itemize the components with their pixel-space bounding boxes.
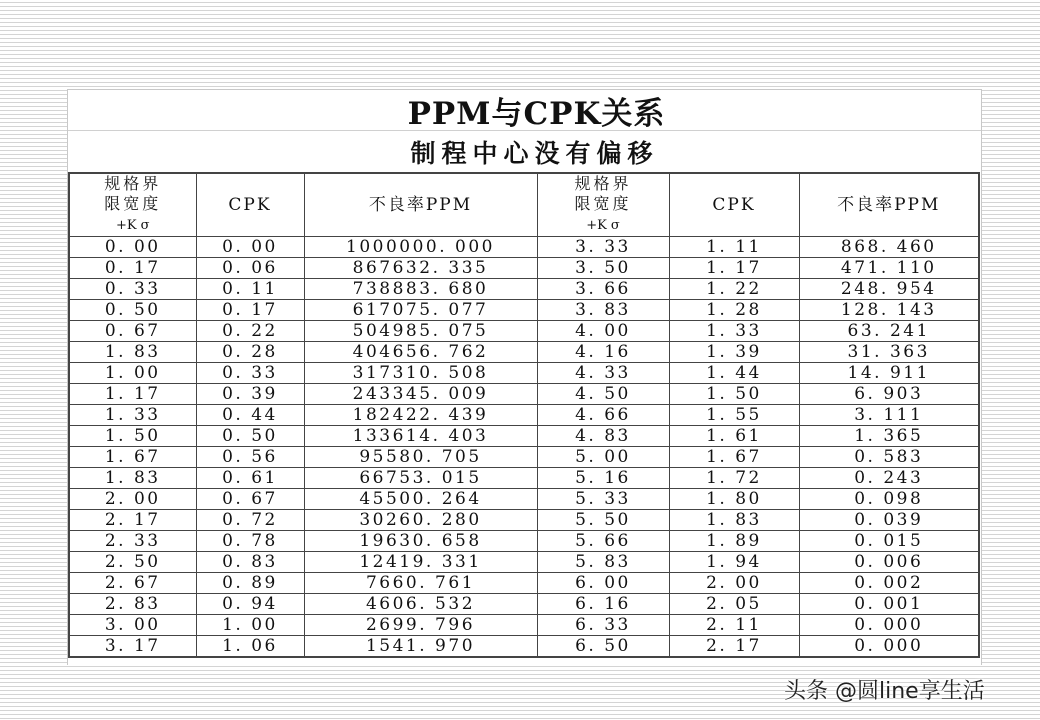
cell-k-right: 4. 50 (537, 384, 669, 405)
cell-ppm-right: 0. 243 (799, 468, 979, 489)
cell-cpk-left: 0. 67 (196, 489, 304, 510)
header-line: +K σ (586, 218, 620, 233)
cell-k-right: 3. 33 (537, 237, 669, 258)
cell-k-right: 4. 33 (537, 363, 669, 384)
cell-cpk-left: 1. 06 (196, 636, 304, 658)
cell-k-right: 6. 16 (537, 594, 669, 615)
cell-ppm-left: 66753. 015 (304, 468, 537, 489)
cell-k-left: 1. 50 (69, 426, 196, 447)
cell-cpk-left: 0. 28 (196, 342, 304, 363)
cell-ppm-right: 6. 903 (799, 384, 979, 405)
cell-k-right: 6. 33 (537, 615, 669, 636)
cell-cpk-right: 2. 17 (669, 636, 799, 658)
ppm-cpk-sheet (67, 89, 982, 665)
cell-cpk-right: 1. 50 (669, 384, 799, 405)
page-subtitle: 制程中心没有偏移 (410, 139, 659, 168)
cell-k-left: 1. 17 (69, 384, 196, 405)
cell-k-left: 0. 00 (69, 237, 196, 258)
table-header-row (69, 173, 979, 237)
cell-ppm-right: 0. 000 (799, 636, 979, 658)
table-row (69, 531, 979, 552)
cell-ppm-left: 2699. 796 (304, 615, 537, 636)
cell-ppm-right: 0. 039 (799, 510, 979, 531)
page-title: PPM与CPK关系 (68, 90, 981, 131)
cell-k-left: 3. 17 (69, 636, 196, 658)
cell-k-left: 2. 67 (69, 573, 196, 594)
cell-k-left: 3. 00 (69, 615, 196, 636)
cell-cpk-left: 0. 06 (196, 258, 304, 279)
cell-ppm-left: 738883. 680 (304, 279, 537, 300)
cell-cpk-right: 1. 11 (669, 237, 799, 258)
cell-ppm-left: 4606. 532 (304, 594, 537, 615)
cell-cpk-left: 0. 61 (196, 468, 304, 489)
cell-cpk-left: 0. 78 (196, 531, 304, 552)
table-body (69, 237, 979, 658)
cell-cpk-right: 1. 72 (669, 468, 799, 489)
cell-k-left: 1. 83 (69, 342, 196, 363)
cell-k-left: 2. 83 (69, 594, 196, 615)
cell-ppm-right: 128. 143 (799, 300, 979, 321)
cell-k-left: 1. 00 (69, 363, 196, 384)
cell-ppm-right: 63. 241 (799, 321, 979, 342)
ppm-cpk-table (68, 172, 980, 658)
cell-k-left: 1. 33 (69, 405, 196, 426)
cell-cpk-left: 0. 89 (196, 573, 304, 594)
cell-cpk-left: 0. 33 (196, 363, 304, 384)
header-cpk-left: CPK (196, 173, 304, 237)
cell-ppm-right: 14. 911 (799, 363, 979, 384)
cell-cpk-right: 2. 05 (669, 594, 799, 615)
cell-ppm-left: 504985. 075 (304, 321, 537, 342)
cell-k-left: 0. 17 (69, 258, 196, 279)
cell-cpk-left: 0. 39 (196, 384, 304, 405)
cell-k-left: 2. 50 (69, 552, 196, 573)
watermark: 头条 @圆line享生活 (784, 679, 985, 704)
cell-cpk-right: 1. 17 (669, 258, 799, 279)
cell-cpk-right: 2. 00 (669, 573, 799, 594)
table-row (69, 552, 979, 573)
cell-cpk-left: 0. 11 (196, 279, 304, 300)
header-ppm-left: 不良率PPM (304, 173, 537, 237)
table-row (69, 510, 979, 531)
cell-cpk-right: 1. 22 (669, 279, 799, 300)
cell-ppm-left: 45500. 264 (304, 489, 537, 510)
cell-k-right: 4. 66 (537, 405, 669, 426)
cell-k-right: 3. 66 (537, 279, 669, 300)
header-line: +K σ (115, 218, 150, 233)
cell-ppm-left: 133614. 403 (304, 426, 537, 447)
header-spec-width-right (537, 173, 669, 237)
cell-k-left: 1. 67 (69, 447, 196, 468)
cell-cpk-right: 1. 44 (669, 363, 799, 384)
table-row (69, 468, 979, 489)
cell-k-left: 1. 83 (69, 468, 196, 489)
table-row (69, 321, 979, 342)
cell-ppm-left: 867632. 335 (304, 258, 537, 279)
cell-k-left: 2. 00 (69, 489, 196, 510)
header-line: 规格界 (574, 174, 632, 193)
cell-ppm-right: 31. 363 (799, 342, 979, 363)
cell-k-right: 5. 00 (537, 447, 669, 468)
cell-ppm-right: 0. 006 (799, 552, 979, 573)
cell-cpk-left: 0. 00 (196, 237, 304, 258)
table-row (69, 573, 979, 594)
cell-ppm-left: 7660. 761 (304, 573, 537, 594)
cell-cpk-left: 0. 72 (196, 510, 304, 531)
cell-cpk-right: 1. 39 (669, 342, 799, 363)
cell-cpk-left: 0. 44 (196, 405, 304, 426)
cell-ppm-left: 182422. 439 (304, 405, 537, 426)
cell-ppm-right: 0. 098 (799, 489, 979, 510)
cell-k-right: 5. 33 (537, 489, 669, 510)
cell-ppm-left: 617075. 077 (304, 300, 537, 321)
cell-ppm-left: 30260. 280 (304, 510, 537, 531)
cell-ppm-left: 95580. 705 (304, 447, 537, 468)
cell-ppm-right: 3. 111 (799, 405, 979, 426)
cell-cpk-left: 0. 17 (196, 300, 304, 321)
table-row (69, 300, 979, 321)
cell-cpk-left: 0. 50 (196, 426, 304, 447)
cell-ppm-left: 12419. 331 (304, 552, 537, 573)
header-line: 限宽度 (574, 194, 632, 213)
cell-cpk-left: 0. 56 (196, 447, 304, 468)
header-line: 规格界 (104, 174, 162, 193)
cell-ppm-left: 243345. 009 (304, 384, 537, 405)
table-row (69, 636, 979, 658)
cell-ppm-right: 1. 365 (799, 426, 979, 447)
cell-ppm-right: 248. 954 (799, 279, 979, 300)
cell-ppm-left: 1541. 970 (304, 636, 537, 658)
cell-cpk-right: 1. 61 (669, 426, 799, 447)
table-row (69, 594, 979, 615)
cell-k-right: 5. 50 (537, 510, 669, 531)
table-row (69, 384, 979, 405)
cell-k-right: 5. 66 (537, 531, 669, 552)
cell-cpk-right: 1. 83 (669, 510, 799, 531)
cell-k-right: 6. 00 (537, 573, 669, 594)
table-row (69, 279, 979, 300)
cell-ppm-left: 1000000. 000 (304, 237, 537, 258)
cell-k-left: 2. 17 (69, 510, 196, 531)
header-ppm-right: 不良率PPM (799, 173, 979, 237)
cell-k-right: 6. 50 (537, 636, 669, 658)
cell-ppm-left: 19630. 658 (304, 531, 537, 552)
table-row (69, 363, 979, 384)
header-cpk-right: CPK (669, 173, 799, 237)
table-row (69, 237, 979, 258)
cell-cpk-left: 1. 00 (196, 615, 304, 636)
table-row (69, 426, 979, 447)
cell-cpk-right: 1. 80 (669, 489, 799, 510)
cell-k-left: 0. 67 (69, 321, 196, 342)
table-row (69, 447, 979, 468)
cell-cpk-left: 0. 94 (196, 594, 304, 615)
cell-cpk-right: 1. 28 (669, 300, 799, 321)
cell-k-right: 5. 83 (537, 552, 669, 573)
cell-ppm-left: 404656. 762 (304, 342, 537, 363)
cell-cpk-right: 2. 11 (669, 615, 799, 636)
cell-ppm-right: 868. 460 (799, 237, 979, 258)
table-row (69, 489, 979, 510)
table-row (69, 258, 979, 279)
cell-cpk-right: 1. 55 (669, 405, 799, 426)
cell-cpk-right: 1. 89 (669, 531, 799, 552)
table-row (69, 405, 979, 426)
table-row (69, 615, 979, 636)
cell-k-left: 0. 33 (69, 279, 196, 300)
cell-k-left: 0. 50 (69, 300, 196, 321)
cell-cpk-right: 1. 67 (669, 447, 799, 468)
header-spec-width-left (69, 173, 196, 237)
cell-k-right: 3. 83 (537, 300, 669, 321)
cell-ppm-right: 0. 001 (799, 594, 979, 615)
cell-k-left: 2. 33 (69, 531, 196, 552)
cell-k-right: 5. 16 (537, 468, 669, 489)
header-line: 限宽度 (104, 194, 162, 213)
cell-k-right: 4. 00 (537, 321, 669, 342)
cell-cpk-right: 1. 94 (669, 552, 799, 573)
cell-ppm-right: 0. 002 (799, 573, 979, 594)
cell-k-right: 3. 50 (537, 258, 669, 279)
cell-ppm-right: 471. 110 (799, 258, 979, 279)
cell-k-right: 4. 16 (537, 342, 669, 363)
cell-ppm-left: 317310. 508 (304, 363, 537, 384)
table-row (69, 342, 979, 363)
cell-ppm-right: 0. 583 (799, 447, 979, 468)
cell-cpk-right: 1. 33 (669, 321, 799, 342)
cell-ppm-right: 0. 000 (799, 615, 979, 636)
cell-cpk-left: 0. 22 (196, 321, 304, 342)
cell-ppm-right: 0. 015 (799, 531, 979, 552)
cell-cpk-left: 0. 83 (196, 552, 304, 573)
cell-k-right: 4. 83 (537, 426, 669, 447)
